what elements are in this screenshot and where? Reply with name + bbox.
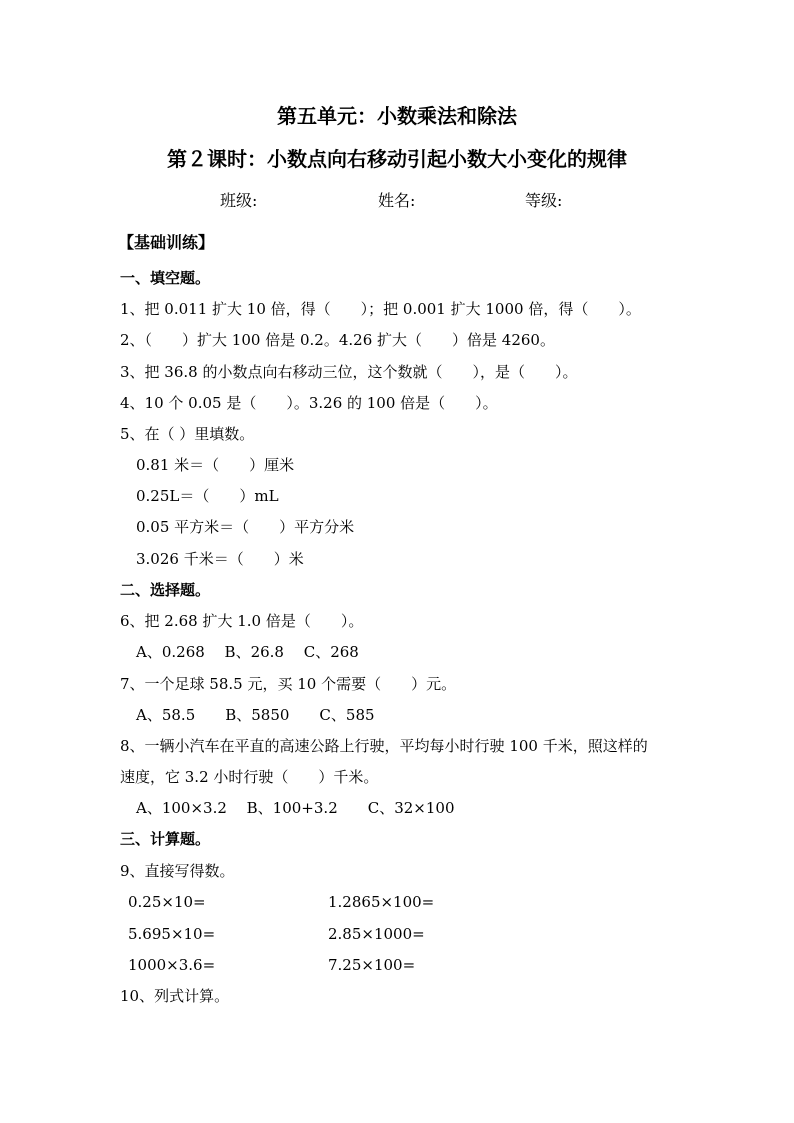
question-1: 1、把 0.011 扩大 10 倍，得（ ）；把 0.001 扩大 1000 倍，得（ ）。	[120, 300, 641, 318]
part3-heading: 三、计算题。	[120, 830, 211, 848]
section-basic-training: 【基础训练】	[118, 233, 215, 252]
question-2: 2、（ ）扩大 100 倍是 0.2。4.26 扩大（ ）倍是 4260。	[120, 331, 555, 349]
part2-heading: 二、选择题。	[120, 581, 211, 599]
question-8-line1: 8、一辆小汽车在平直的高速公路上行驶，平均每小时行驶 100 千米，照这样的	[120, 737, 648, 755]
calc-item-right: 1.2865×100=	[328, 893, 435, 911]
class-label: 班级:	[220, 191, 258, 210]
calc-item-left: 0.25×10=	[128, 893, 206, 911]
calc-item-right: 7.25×100=	[328, 956, 416, 974]
question-7-options: A、58.5 B、5850 C、585	[136, 706, 375, 724]
question-5-item: 3.026 千米＝（ ）米	[136, 550, 304, 568]
question-3: 3、把 36.8 的小数点向右移动三位，这个数就（ ），是（ ）。	[120, 363, 578, 381]
part1-heading: 一、填空题。	[120, 269, 211, 287]
calc-item-left: 1000×3.6=	[128, 956, 216, 974]
page-subtitle: 第２课时：小数点向右移动引起小数大小变化的规律	[167, 147, 627, 171]
question-5: 5、在（ ）里填数。	[120, 425, 255, 443]
question-7: 7、一个足球 58.5 元，买 10 个需要（ ）元。	[120, 675, 457, 693]
name-label: 姓名:	[378, 191, 416, 210]
question-9: 9、直接写得数。	[120, 862, 235, 880]
question-6-options: A、0.268 B、26.8 C、268	[136, 643, 359, 661]
question-6: 6、把 2.68 扩大 1.0 倍是（ ）。	[120, 612, 364, 630]
question-10: 10、列式计算。	[120, 987, 230, 1005]
question-8-line2: 速度，它 3.2 小时行驶（ ）千米。	[120, 768, 379, 786]
question-4: 4、10 个 0.05 是（ ）。3.26 的 100 倍是（ ）。	[120, 394, 498, 412]
question-5-item: 0.81 米＝（ ）厘米	[136, 456, 295, 474]
calc-item-left: 5.695×10=	[128, 925, 216, 943]
page-title: 第五单元：小数乘法和除法	[277, 104, 517, 128]
question-5-item: 0.05 平方米＝（ ）平方分米	[136, 518, 355, 536]
question-5-item: 0.25L＝（ ）mL	[136, 487, 279, 505]
question-8-options: A、100×3.2 B、100+3.2 C、32×100	[136, 799, 455, 817]
calc-item-right: 2.85×1000=	[328, 925, 425, 943]
grade-label: 等级:	[525, 191, 563, 210]
